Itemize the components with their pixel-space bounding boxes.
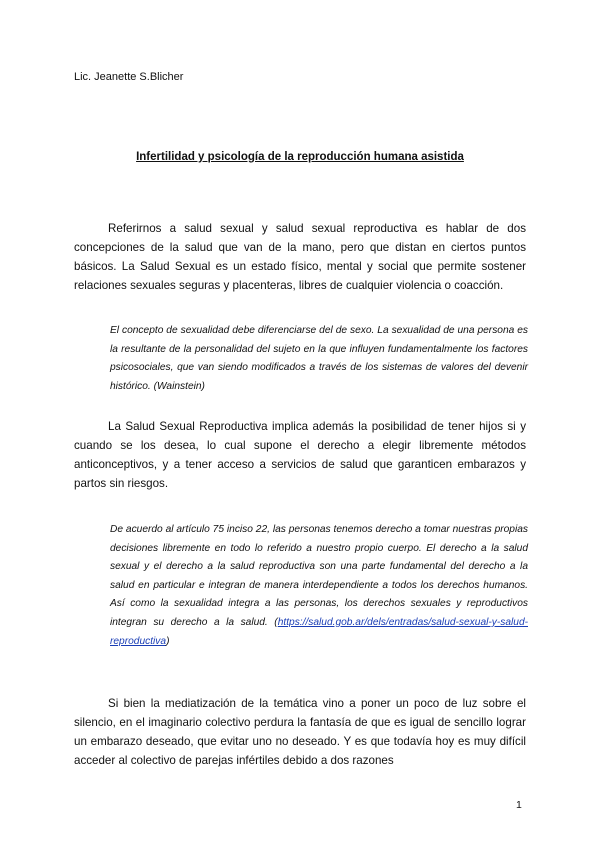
quote-paren-open: (: [274, 616, 278, 628]
author-name: Lic. Jeanette S.Blicher: [74, 71, 184, 83]
quote-paren-close: ): [166, 635, 170, 647]
body-paragraph-3: Si bien la mediatización de la temática vino a poner un poco de luz sobre el silencio, en el imaginario colectivo perdura la fantasía de que es igual de sencillo lograr un embarazo deseado, que evitar uno no deseado. Y es que todavía hoy es muy difícil acceder al colectivo de parejas infértiles debido a dos razones: [74, 697, 526, 767]
quote-wainstein: El concepto de sexualidad debe diferenciarse del de sexo. La sexualidad de una persona es la resultante de la personalidad del sujeto en la que influyen fundamentalmente los factores psicosociales, que van siendo modificados a través de los sistemas de valores del devenir histórico. (Wainstein): [110, 325, 528, 392]
page-number: 1: [516, 799, 522, 811]
body-paragraph-2: La Salud Sexual Reproductiva implica además la posibilidad de tener hijos si y cuando se los desea, lo cual supone el derecho a elegir libremente métodos anticonceptivos, y a tener acceso a servicios de salud que garanticen embarazos y partos sin riesgos.: [74, 420, 526, 490]
document-title: Infertilidad y psicología de la reproducción humana asistida: [136, 151, 464, 163]
quote-article-75-text: De acuerdo al artículo 75 inciso 22, las personas tenemos derecho a tomar nuestras propias decisiones libremente en todo lo referido a nuestro propio cuerpo. El derecho a la salud sexual y el derecho a la salud reproductiva son una parte fundamental del derecho a la salud en particular e integran de manera interdependiente a todos los derechos humanos. Así como la sexualidad integra a las personas, los derechos sexuales y reproductivos integran su derecho a la salud.: [110, 524, 528, 628]
quote-article-75: [110, 521, 528, 651]
body-paragraph-1: Referirnos a salud sexual y salud sexual reproductiva es hablar de dos concepciones de la salud que van de la mano, pero que distan en ciertos puntos básicos. La Salud Sexual es un estado físico, mental y social que permite sostener relaciones sexuales seguras y placenteras, libres de cualquier violencia o coacción.: [74, 222, 526, 292]
source-link[interactable]: https://salud.gob.ar/dels/entradas/salud-sexual-y-salud-reproductiva: [110, 616, 528, 647]
